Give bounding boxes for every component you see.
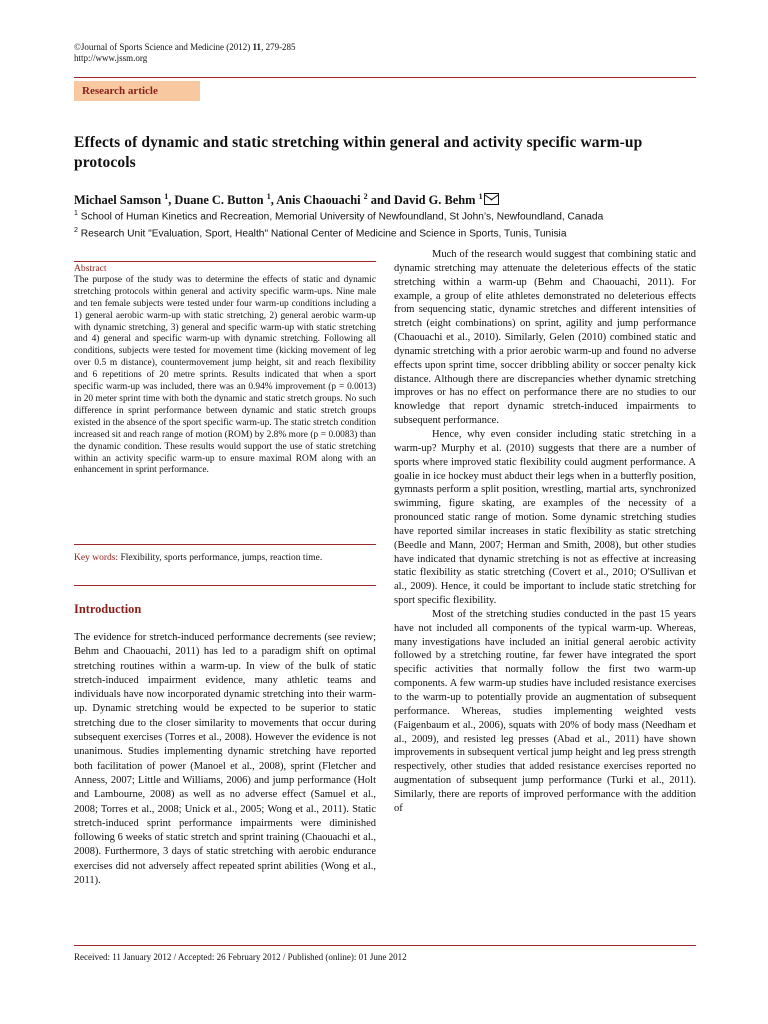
footer-rule	[74, 945, 696, 946]
abstract-heading: Abstract	[74, 263, 107, 274]
article-title: Effects of dynamic and static stretching within general and activity specific warm-up protocols	[74, 134, 643, 171]
author-separator: ,	[168, 193, 175, 208]
mail-icon[interactable]	[484, 193, 499, 205]
author-1-affiliation: 1	[164, 192, 169, 201]
abstract-bottom-rule	[74, 544, 376, 545]
right-column-text	[394, 248, 696, 816]
keywords-bottom-rule	[74, 585, 376, 586]
author-list	[74, 189, 696, 208]
journal-header	[74, 42, 296, 64]
journal-name: ©Journal of Sports Science and Medicine (2012)	[74, 42, 251, 52]
keywords-text: Flexibility, sports performance, jumps, reaction time.	[118, 553, 323, 563]
affiliation-text: Research Unit "Evaluation, Sport, Health" National Center of Medicine and Science in Sports, Tunis, Tunisia	[80, 228, 567, 240]
affiliation-1	[74, 207, 696, 224]
author-4-affiliation: 1	[478, 192, 483, 201]
affiliation-2	[74, 224, 696, 241]
affiliation-number: 2	[74, 227, 78, 235]
affiliation-text: School of Human Kinetics and Recreation, Memorial University of Newfoundland, St John’s, Newfoundland, Canada	[80, 211, 604, 223]
paragraph: Hence, why even consider including static stretching in a warm-up? Murphy et al. (2010) suggests that there are a number of sports where improved static flexibility could augment performance. A goalie in ice hockey must abduct their legs when in a butterfly position, gymnasts perform a split position, wrestling, martial arts, synchronized swimming, figure skating, are examples of the necessity of a pronounced static range of motion. Some dynamic stretching studies have reported similar increases in static flexibility as static stretching (Beedle and Mann, 2007; Herman and Smith, 2008), but other studies have indicated that dynamic stretching is not as effective at increasing static flexibility as static stretching (Covert et al., 2010; O'Sullivan et al., 2009). Hence, it could be important to include static stretching for sport specific flexibility.	[394, 428, 696, 607]
author-separator: ,	[270, 193, 277, 208]
author-2: Duane C. Button	[174, 193, 264, 208]
section-heading-introduction: Introduction	[74, 602, 142, 616]
introduction-text	[74, 631, 376, 888]
header-divider	[74, 77, 696, 78]
abstract-top-rule	[74, 261, 376, 262]
author-3-affiliation: 2	[363, 192, 368, 201]
keywords	[74, 552, 376, 564]
affiliation-list	[74, 207, 696, 242]
paragraph: Most of the stretching studies conducted in the past 15 years have not included all components of the typical warm-up. Whereas, many investigations have included an initial general aerobic activity followed by a stretching routine, far fewer have integrated the sport specific activities that normally follow the first two warm-up components. A few warm-up studies have included resistance exercises to the warm-up to potentially provide an augmentation of subsequent performance. Whereas, studies implementing weighted vests (Faigenbaum et al., 2006), squats with 20% of body mass (Needham et al., 2009), and resisted leg presses (Abad et al., 2011) have shown improvements in subsequent vertical jump height and leg press strength respectively, other studies that added resistance exercises reported no augmentation of subsequent jump performance (Turki et al., 2011). Similarly, there are reports of improved performance with the addition of	[394, 608, 696, 814]
abstract-text: The purpose of the study was to determine the effects of static and dynamic stretching protocols within general and activity specific warm-ups. Nine male and ten female subjects were tested under four warm-up conditions including a 1) general aerobic warm-up with static stretching, 2) general aerobic warm-up with dynamic stretching, 3) general and specific warm-up with static stretching and 4) general and specific warm-up with dynamic stretching. Following all conditions, subjects were tested for movement time (kicking movement of leg over 0.5 m distance), countermovement jump height, sit and reach flexibility and 6 repetitions of 20 metre sprints. Results indicated that when a sport specific warm-up was included, there was an 0.94% improvement (p = 0.0013) in 20 meter sprint time with both the dynamic and static stretch groups. No such difference in sprint performance between dynamic and static stretch groups existed in the absence of the sport specific warm-up. The static stretch condition increased sit and reach range of motion (ROM) by 2.8% more (p = 0.0083) than the dynamic condition. These results would support the use of static stretching within an activity specific warm-up to ensure maximal ROM along with an enhancement in sprint performance.	[74, 274, 376, 476]
paragraph: Much of the research would suggest that combining static and dynamic stretching may attenuate the deleterious effects of the static stretching within a warm-up (Behm and Chaouachi, 2011). For example, a group of elite athletes demonstrated no deleterious effects from sequencing static, dynamic stretches and different intensities of stretch (eight combinations) on sprint, agility and jump performance (Chaouachi et al., 2010). Similarly, Gelen (2010) combined static and dynamic stretching with a prior aerobic warm-up and found no adverse effects upon sprint time, soccer dribbling ability or soccer penalty kick distance. Although there are discrepancies whether dynamic stretching improves or has no effect on performance there are no studies to our knowledge that report dynamic stretch-induced impairments to subsequent performance.	[394, 249, 696, 427]
author-1: Michael Samson	[74, 193, 162, 208]
affiliation-number: 1	[74, 210, 78, 217]
journal-citation	[74, 42, 296, 53]
author-separator: and	[367, 193, 394, 208]
journal-url[interactable]: http://www.jssm.org	[74, 53, 148, 63]
paragraph: The evidence for stretch-induced performance decrements (see review; Behm and Chaouachi, 2011) has led to a paradigm shift on optimal stretching routines within a warm-up. In view of the bulk of static stretch-induced impairment evidence, many athletic teams and individuals have now incorporated dynamic stretching into their warm-up. Dynamic stretching would be expected to be superior to static stretching due to the closer similarity to movements that occur during subsequent exercises (Torres et al., 2008). However the evidence is not unanimous. Studies implementing dynamic stretching have reported both facilitation of power (Manoel et al., 2008), sprint (Fletcher and Anness, 2007; Little and Williams, 2006) and jump performance (Holt and Lambourne, 2008) as well as no adverse effect (Samuel et al., 2008; Torres et al., 2008; Unick et al., 2005; Wong et al., 2011). Static stretch-induced sprint performance impairments were diminished following 6 weeks of static stretch and sprint training (Chaouachi et al., 2008). Furthermore, 3 days of static stretching with aerobic endurance exercises did not adversely affect repeated sprint abilities (Wong et al., 2011).	[74, 632, 376, 887]
article-type-badge: Research article	[74, 81, 200, 101]
author-3: Anis Chaouachi	[276, 193, 361, 208]
author-4: David G. Behm	[393, 193, 476, 208]
keywords-label: Key words:	[74, 553, 119, 563]
abstract	[74, 263, 376, 477]
publication-dates: Received: 11 January 2012 / Accepted: 26 February 2012 / Published (online): 01 June 2012	[74, 952, 407, 962]
journal-pages: , 279-285	[261, 42, 296, 52]
journal-volume: 11	[252, 42, 262, 52]
author-2-affiliation: 1	[266, 192, 271, 201]
